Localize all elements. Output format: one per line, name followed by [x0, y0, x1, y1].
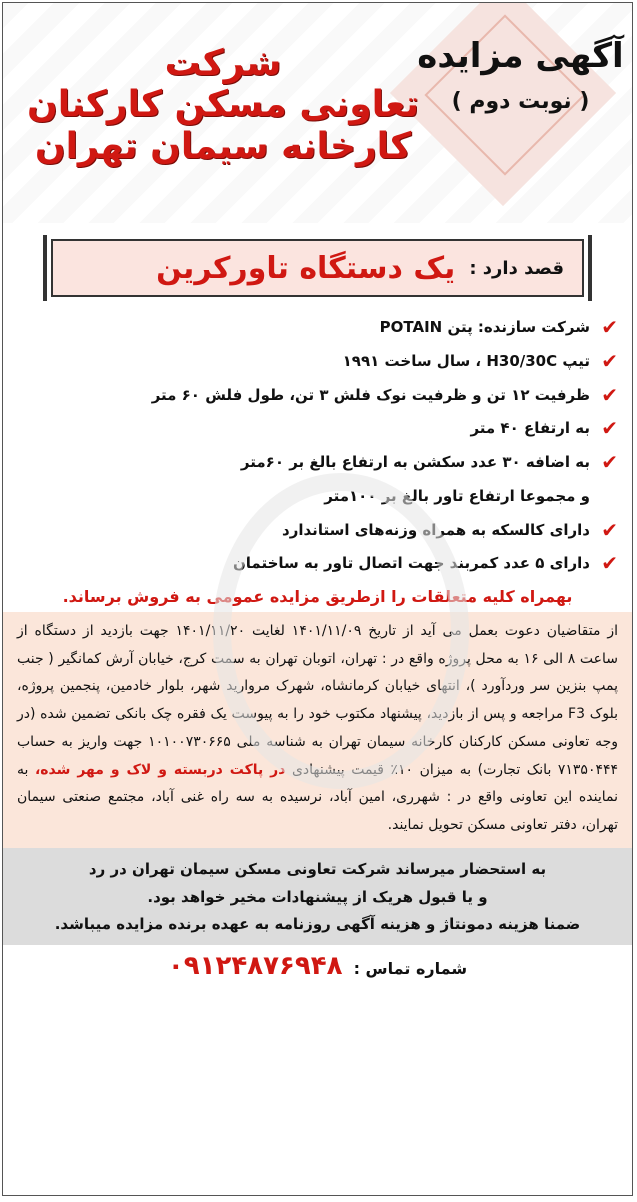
spec-item [17, 553, 618, 575]
terms-text-part1: از متقاضیان دعوت بعمل می آید از تاریخ ۱۴۰۱/۱۱/۰۹ لغایت ۱۴۰۱/۱۱/۲۰ جهت بازدید از دستگاه از ساعت ۸ الی ۱۶ به محل پروژه واقع در : تهران، اتوبان تهران به سمت کرج، خیابان آرش کمانگیر ( جنب پمپ بنزین سر وردآورد )، انتهای خیابان کرمانشاه، شهرک مروارید شهر، بلوار خادمین، پنجمین پروژه، بلوک F3 مراجعه و پس از بازدید، پیشنهاد مکتوب خود را به پیوست یک فقره چک بانکی تضمین شده (در وجه تعاونی مسکن کارکنان کارخانه سیمان تهران به شناسه ملی ۱۰۱۰۰۷۳۰۶۶۵ جهت واریز به حساب ۷۱۳۵۰۴۴۴ بانک تجارت) به میزان ۱۰٪ قیمت پیشنهادی [17, 623, 619, 778]
spec-item [17, 418, 618, 440]
checkmark-icon: ✔ [601, 450, 618, 474]
footer-line-3: ضمنا هزینه دمونتاژ و هزینه آگهی روزنامه به عهده برنده مزایده میباشد. [54, 915, 581, 934]
spec-item [17, 382, 618, 407]
company-line-1: شرکت [164, 43, 282, 84]
footer-line-1: به استحضار میرساند شرکت تعاونی مسکن سیمان تهران در رد [88, 859, 547, 878]
terms-sealed-envelope: در پاکت دربسته و لاک و مهر شده، [34, 761, 286, 778]
spec-text: دارای کالسکه به همراه وزنه‌های استاندارد [282, 520, 590, 539]
spec-text: به ارتفاع ۴۰ متر [470, 419, 590, 438]
spec-text: و مجموعا ارتفاع تاور بالغ بر ۱۰۰متر [324, 486, 590, 505]
spec-text: دارای ۵ عدد کمربند جهت اتصال تاور به ساختمان [233, 554, 590, 573]
spec-text: شرکت سازنده: پتن POTAIN [379, 318, 590, 336]
contact-phone-number[interactable]: ۰۹۱۲۴۸۷۶۹۴۸ [167, 951, 343, 981]
header [3, 3, 632, 223]
contact-label: شماره تماس : [353, 959, 468, 978]
spec-item [17, 517, 618, 542]
company-name [23, 43, 423, 167]
sale-headline: بهمراه کلیه متعلقات را ازطریق مزایده عمومی به فروش برساند. [62, 587, 573, 606]
checkmark-icon: ✔ [601, 416, 618, 441]
spec-list [17, 317, 618, 575]
spec-text: به اضافه ۳۰ عدد سکشن به ارتفاع بالغ بر ۶۰متر [240, 453, 590, 471]
checkmark-icon: ✔ [601, 348, 618, 373]
checkmark-icon: ✔ [601, 551, 618, 576]
auction-notice [2, 2, 633, 1196]
contact-row [3, 945, 632, 981]
footer-line-2: و یا قبول هریک از پیشنهادات مخیر خواهد بود. [147, 887, 488, 906]
checkmark-icon: ✔ [601, 382, 618, 407]
intent-box [51, 239, 584, 297]
terms-paragraph [3, 612, 632, 848]
company-line-2: تعاونی مسکن کارکنان [26, 84, 420, 126]
spec-text: تیپ H30/30C ، سال ساخت ۱۹۹۱ [342, 351, 590, 370]
intent-label: قصد دارد : [469, 257, 564, 279]
footer-notice [3, 848, 632, 945]
auction-round: ( نوبت دوم ) [451, 89, 590, 114]
spec-item [17, 452, 618, 474]
checkmark-icon: ✔ [601, 517, 618, 542]
auction-title [413, 36, 628, 114]
spec-item [17, 317, 618, 339]
auction-title-main: آگهی مزایده [417, 36, 624, 76]
terms-text-part2: به نماینده این تعاونی واقع در : شهرری، امین آباد، نرسیده به سه راه غنی آباد، مجتمع صنعتی سیمان تهران، دفتر تعاونی مسکن تحویل نمایند. [17, 761, 618, 834]
company-line-3: کارخانه سیمان تهران [34, 125, 412, 167]
spec-item [17, 486, 618, 508]
intent-item: یک دستگاه تاورکرین [156, 250, 456, 286]
checkmark-icon: ✔ [601, 315, 618, 339]
spec-item [17, 348, 618, 373]
spec-text: ظرفیت ۱۲ تن و ظرفیت نوک فلش ۳ تن، طول فلش ۶۰ متر [151, 385, 590, 404]
